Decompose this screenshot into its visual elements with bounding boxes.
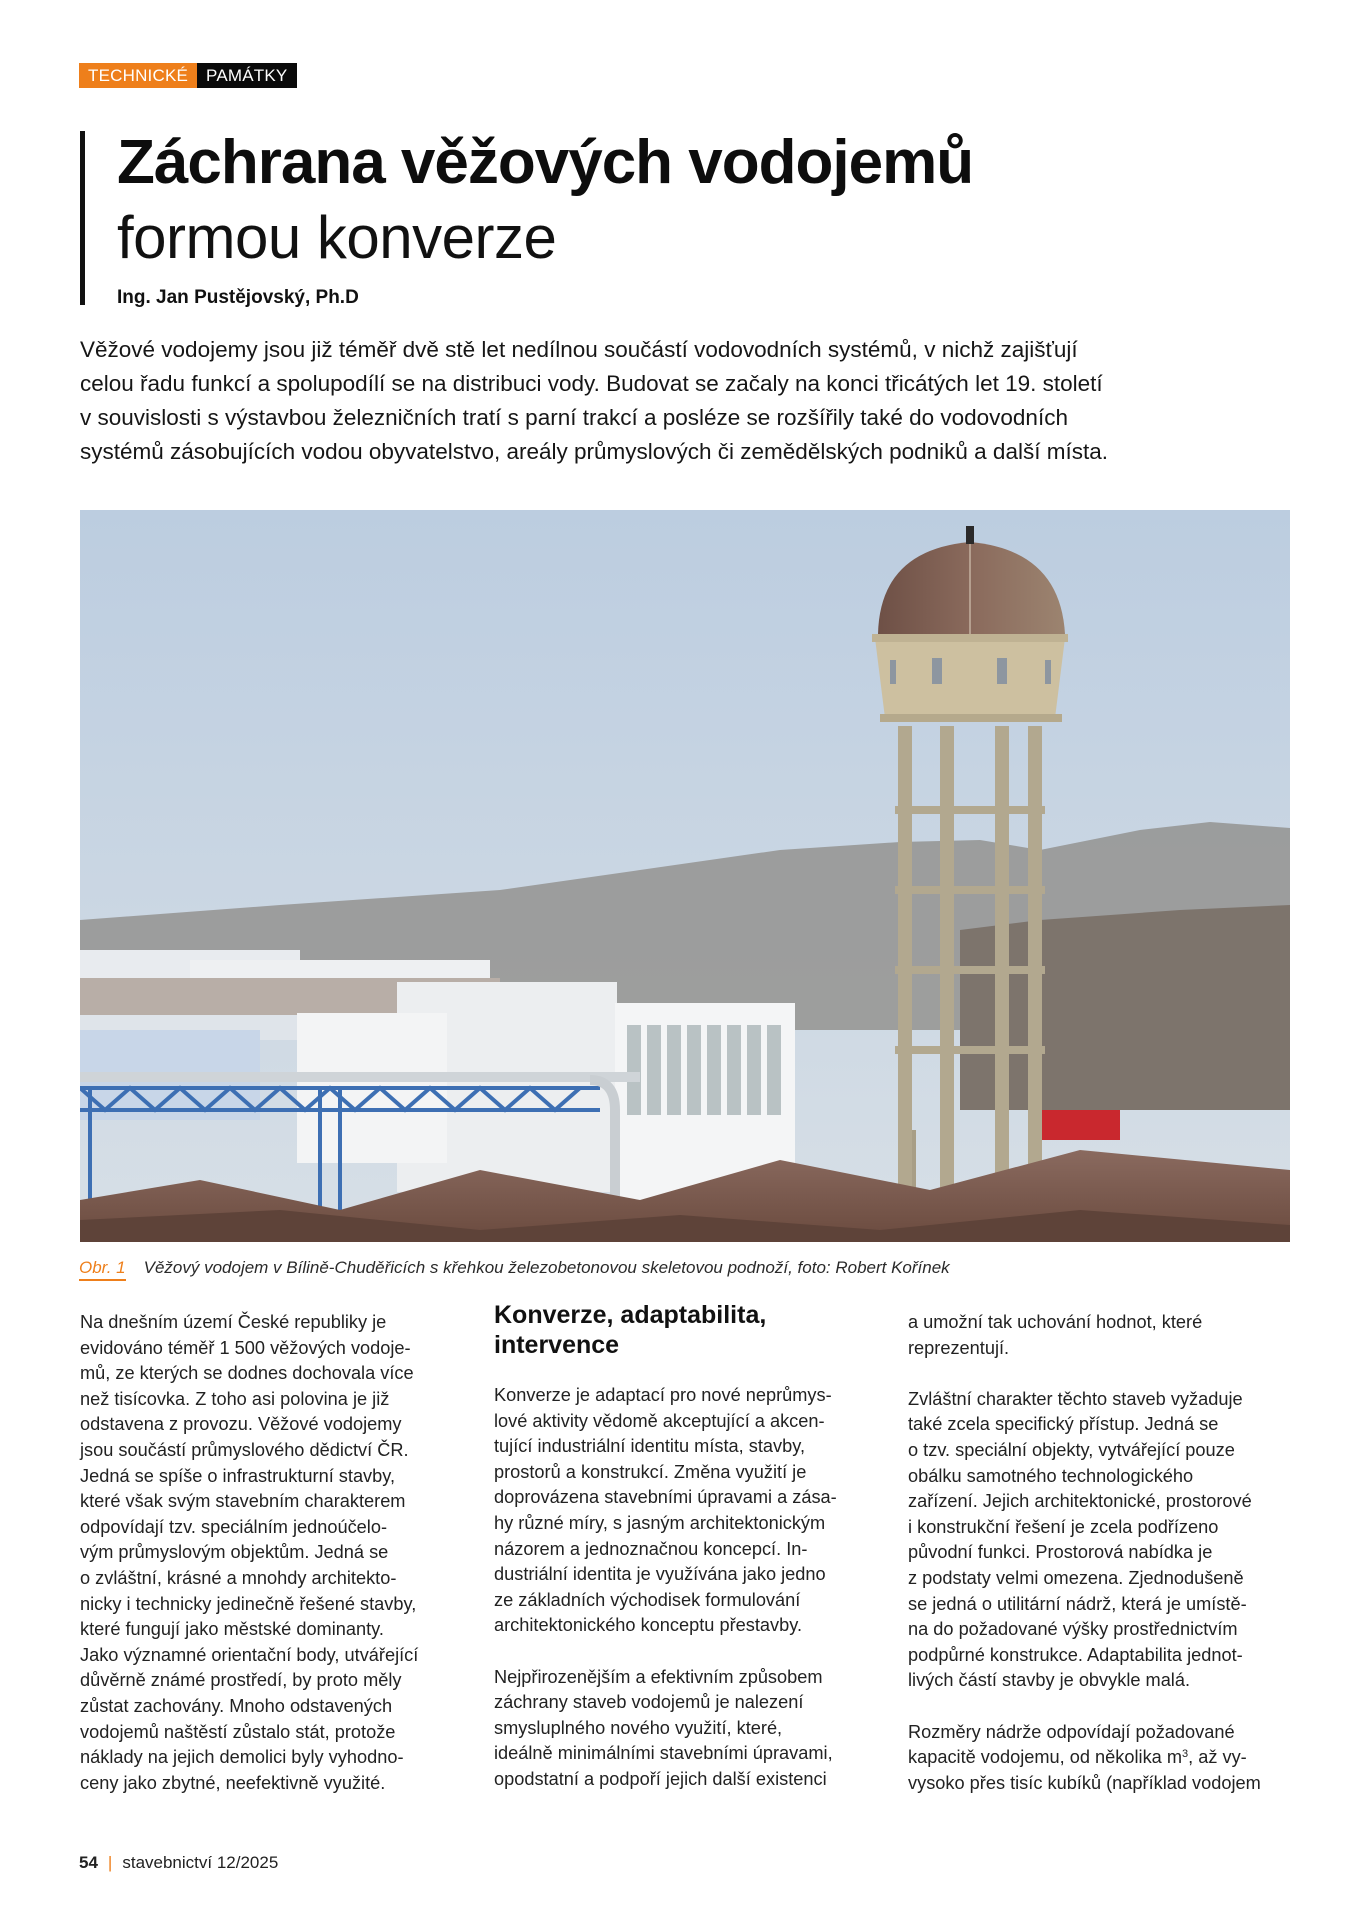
text-line: Konverze je adaptací pro nové neprůmys- [494,1385,832,1405]
text-line: hy různé míry, s jasným architektonickým [494,1512,826,1533]
paragraph-gap [908,1361,1288,1387]
page-footer [79,1853,278,1873]
text-line: zařízení. Jejich architektonické, prostorové [908,1491,1252,1512]
text-line: prostorů a konstrukcí. Změna využití je [494,1461,807,1482]
lead-paragraph [80,333,1310,469]
text-line: se jedná o utilitární nádrž, která je umístě- [908,1593,1247,1614]
text-line: Jedná se spíše o infrastrukturní stavby, [80,1465,396,1486]
text-line: které však svým stavebním charakterem [80,1491,406,1512]
text-line: které fungují jako městské dominanty. [80,1619,384,1640]
text-line: záchrany staveb vodojemů je nalezení [494,1692,804,1713]
lead-line: systémů zásobujících vodou obyvatelstvo, areály průmyslových či zemědělských podniků a další místa. [80,439,1108,464]
text-line: i konstrukční řešení je zcela podřízeno [908,1516,1219,1537]
text-line: náklady na jejich demolici byly vyhodno- [80,1747,404,1768]
lead-line: celou řadu funkcí a spolupodílí se na distribuci vody. Budovat se začaly na konci třicátých let 19. století [80,371,1103,396]
text-line: tující industriální identitu místa, stavby, [494,1436,806,1457]
text-line: lové aktivity vědomě akceptující a akcen- [494,1410,825,1431]
article-author: Ing. Jan Pustějovský, Ph.D [117,287,359,308]
text-line: evidováno téměř 1 500 věžových vodoje- [80,1337,411,1358]
text-line: než tisícovka. Z toho asi polovina je již [80,1388,390,1409]
text-line: odpovídají tzv. speciálním jednoúčelo- [80,1516,388,1537]
publication-name: stavebnictví 12/2025 [122,1853,279,1872]
paragraph-gap [494,1639,874,1665]
text-line: také zcela specifický přístup. Jedná se [908,1414,1219,1435]
figure-number: Obr. 1 [79,1258,126,1281]
section-heading-line: Konverze, adaptabilita, [494,1301,767,1329]
text-line: Zvláštní charakter těchto staveb vyžaduje [908,1388,1243,1409]
text-line: o zvláštní, krásné a mnohdy architekto- [80,1567,397,1588]
text-line: smysluplného nového využití, které, [494,1717,783,1738]
text-line: ceny jako zbytné, neefektivně využité. [80,1772,386,1793]
text-line: zůstat zachovány. Mnoho odstavených [80,1695,393,1716]
text-line: důvěrně známé prostředí, by proto měly [80,1670,402,1691]
section-heading-line: intervence [494,1331,620,1359]
page-number: 54 [79,1853,98,1872]
text-line: z podstaty velmi omezena. Zjednodušeně [908,1567,1244,1588]
text-line: ideálně minimálními stavebními úpravami, [494,1743,833,1764]
text-line: doprovázena stavebními úpravami a zása- [494,1487,837,1508]
text-line: názorem a jednoznačnou koncepcí. In- [494,1538,808,1559]
text-line: dustriální identita je využívána jako jedno [494,1564,826,1585]
text-line: Rozměry nádrže odpovídají požadované [908,1721,1235,1742]
text-line: Na dnešním území České republiky je [80,1312,387,1332]
body-column-1 [80,1310,460,1796]
text-line: podpůrné konstrukce. Adaptabilita jednot- [908,1644,1243,1665]
text-line: jsou součástí průmyslového dědictví ČR. [80,1439,409,1460]
rubric-technicke: TECHNICKÉ [79,63,197,88]
text-line: vým průmyslovým objektům. Jedná se [80,1542,389,1563]
text-line: reprezentují. [908,1337,1010,1358]
body-column-2 [494,1300,874,1793]
text-line: o tzv. speciální objekty, vytvářející pouze [908,1439,1235,1460]
section-heading [494,1300,874,1360]
text-line: a umožní tak uchování hodnot, které [908,1312,1203,1332]
text-line: Jako významné orientační body, utvářející [80,1644,419,1665]
article-subtitle: formou konverze [117,204,557,271]
text-fragment: , až vy- [1188,1747,1247,1768]
superscript: 3 [1181,1748,1189,1761]
text-line: architektonického konceptu přestavby. [494,1615,803,1636]
text-line: nicky i technicky jedinečně řešené stavby, [80,1593,417,1614]
text-line: opodstatní a podpoří jejich další existenci [494,1768,827,1789]
text-line [908,1745,1288,1771]
text-line: odstavena z provozu. Věžové vodojemy [80,1414,402,1435]
footer-separator: | [107,1853,113,1872]
article-title: Záchrana věžových vodojemů [117,128,974,197]
text-line: livých částí stavby je obvykle malá. [908,1670,1191,1691]
text-line: na do požadované výšky prostřednictvím [908,1619,1238,1640]
title-accent-bar [80,131,85,305]
section-rubric [79,63,297,88]
body-column-3 [908,1310,1288,1796]
text-line: vodojemů naštěstí zůstalo stát, protože [80,1721,396,1742]
text-line: původní funkci. Prostorová nabídka je [908,1542,1213,1563]
figure-caption [79,1258,950,1278]
lead-line: v souvislosti s výstavbou železničních tratí s parní trakcí a posléze se rozšířily také do vodovodních [80,405,1068,430]
lead-line: Věžové vodojemy jsou již téměř dvě stě let nedílnou součástí vodovodních systémů, v nichž zajišťují [80,337,1078,362]
figure-caption-text: Věžový vodojem v Bílině-Chuděřicích s křehkou železobetonovou skeletovou podnoží, foto: Robert Kořínek [143,1258,950,1277]
text-line: Nejpřirozenějším a efektivním způsobem [494,1666,823,1687]
text-fragment: kapacitě vodojemu, od několika m [908,1747,1182,1768]
text-line: ze základních východisek formulování [494,1589,801,1610]
paragraph-gap [908,1694,1288,1720]
text-line: obálku samotného technologického [908,1465,1194,1486]
water-tower-photo [80,510,1290,1242]
text-line: vysoko přes tisíc kubíků (například vodojem [908,1772,1261,1793]
text-line: mů, ze kterých se dodnes dochovala více [80,1363,414,1384]
rubric-pamatky: PAMÁTKY [197,63,297,88]
